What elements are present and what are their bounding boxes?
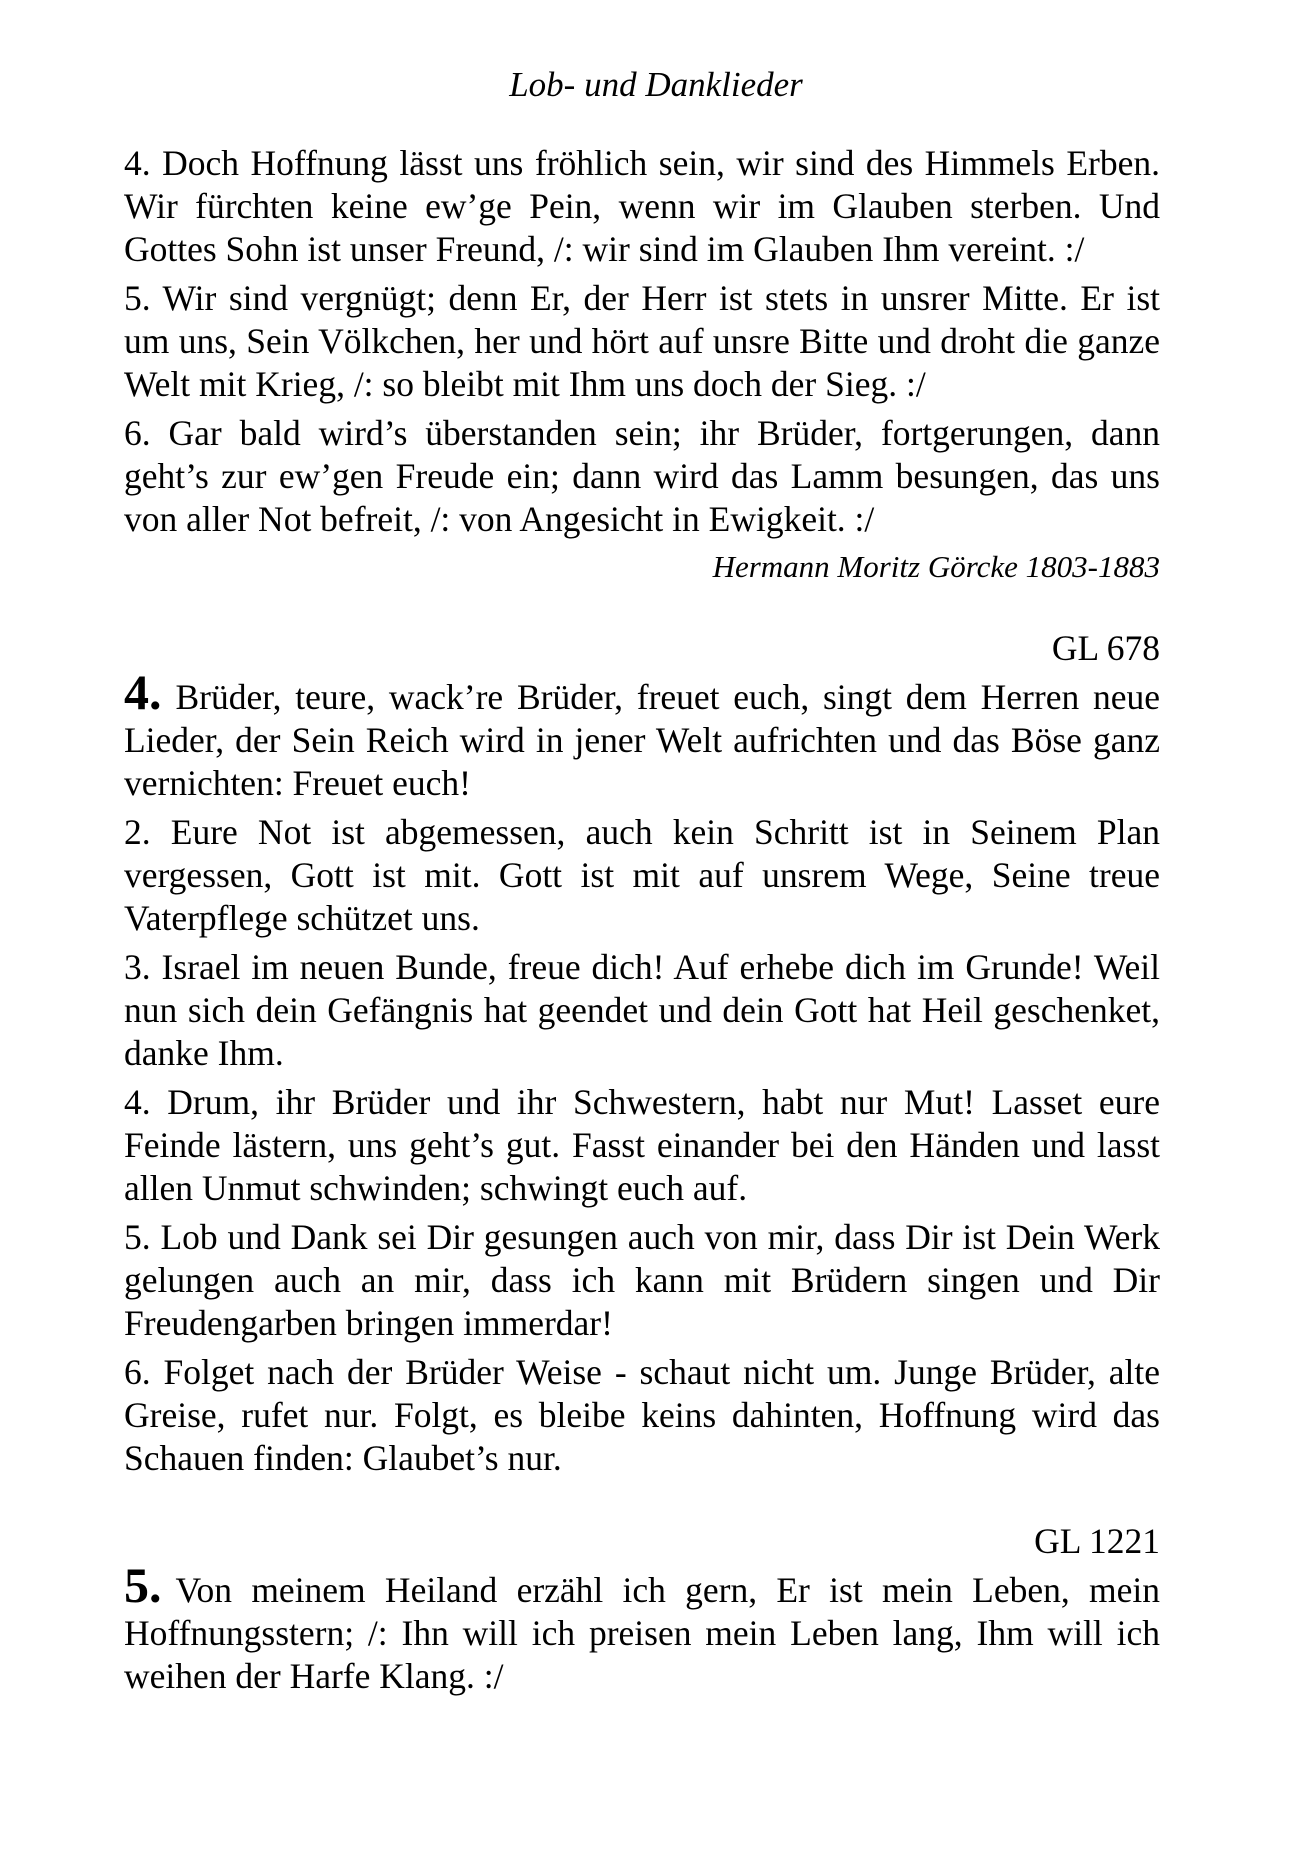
- verse-4: 4. Drum, ihr Brüder und ihr Schwestern, habt nur Mut! Lasset eure Feinde lästern, uns geht’s gut. Fasst einander bei den Händen und lasst allen Unmut schwinden; schwingt euch auf.: [124, 1082, 1160, 1208]
- hymn-5: [124, 1518, 1160, 1698]
- verse-6: 6. Folget nach der Brüder Weise - schaut nicht um. Junge Brüder, alte Greise, rufet nur. Folgt, es bleibe keins dahinten, Hoffnung wird das Schauen finden: Glaubet’s nur.: [124, 1352, 1160, 1478]
- hymn-number: 4.: [124, 664, 162, 720]
- verse-2: 2. Eure Not ist abgemessen, auch kein Schritt ist in Seinem Plan vergessen, Gott ist mit. Gott ist mit auf unsrem Wege, Seine treue Vaterpflege schützet uns.: [124, 812, 1160, 938]
- running-head: Lob- und Danklieder: [509, 65, 803, 104]
- verse-1: [124, 664, 1160, 805]
- hymn-number: 5.: [124, 1557, 162, 1613]
- verse-1: [124, 1557, 1160, 1698]
- hymn-reference: GL 1221: [1034, 1521, 1160, 1561]
- verse-5: 5. Lob und Dank sei Dir gesungen auch von mir, dass Dir ist Dein Werk gelungen auch an mir, dass ich kann mit Brüdern singen und Dir Freudengarben bringen immerdar!: [124, 1217, 1160, 1343]
- hymn-reference: GL 678: [1051, 628, 1160, 668]
- hymn-4: [124, 625, 1160, 1480]
- verse-text: Von meinem Heiland erzähl ich gern, Er ist mein Leben, mein Hoffnungsstern; /: Ihn will ich preisen mein Leben lang, Ihm will ich weihen der Harfe Klang. :/: [124, 1570, 1160, 1696]
- verse-5: 5. Wir sind vergnügt; denn Er, der Herr ist stets in unsrer Mitte. Er ist um uns, Sein Völkchen, her und hört auf unsre Bitte und droht die ganze Welt mit Krieg, /: so bleibt mit Ihm uns doch der Sieg. :/: [124, 278, 1160, 404]
- verse-3: 3. Israel im neuen Bunde, freue dich! Auf erhebe dich im Grunde! Weil nun sich dein Gefängnis hat geendet und dein Gott hat Heil geschenket, danke Ihm.: [124, 947, 1160, 1073]
- hymn-continuation: [124, 142, 1160, 587]
- verse-4: 4. Doch Hoffnung lässt uns fröhlich sein, wir sind des Himmels Erben. Wir fürchten keine ew’ge Pein, wenn wir im Glauben sterben. Und Gottes Sohn ist unser Freund, /: wir sind im Glauben Ihm vereint. :/: [124, 143, 1160, 269]
- verse-6: 6. Gar bald wird’s überstanden sein; ihr Brüder, fortgerungen, dann geht’s zur ew’gen Freude ein; dann wird das Lamm besungen, das uns von aller Not befreit, /: von Angesicht in Ewigkeit. :/: [124, 413, 1160, 539]
- author-credit: Hermann Moritz Görcke 1803-1883: [712, 549, 1160, 584]
- page-body: [124, 142, 1160, 1704]
- verse-text: Brüder, teure, wack’re Brüder, freuet euch, singt dem Herren neue Lieder, der Sein Reich wird in jener Welt aufrichten und das Böse ganz vernichten: Freuet euch!: [124, 677, 1160, 803]
